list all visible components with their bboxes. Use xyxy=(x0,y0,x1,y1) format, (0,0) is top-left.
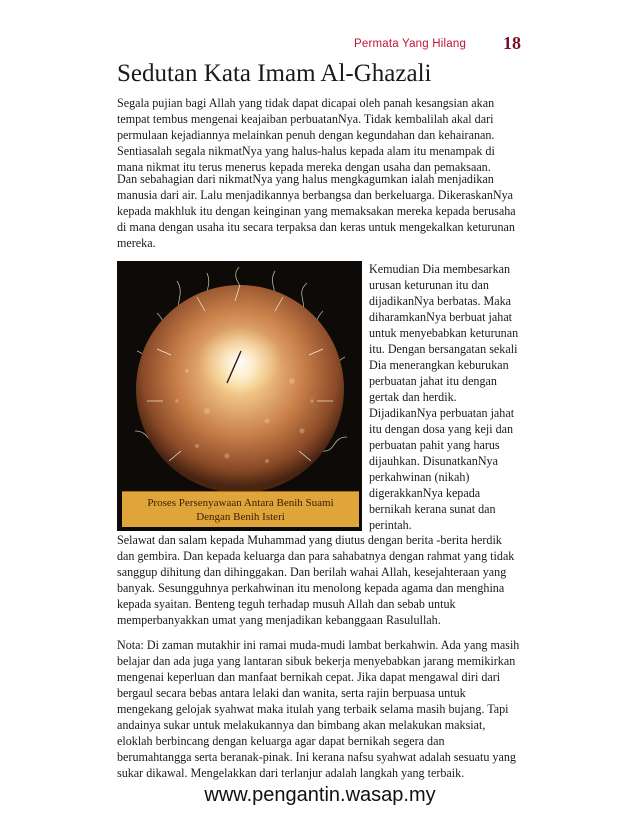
page-title: Sedutan Kata Imam Al-Ghazali xyxy=(117,60,432,87)
paragraph-salutation: Selawat dan salam kepada Muhammad yang diutus dengan berita -berita herdik dan gembira. Dan kepada keluarga dan para sahabatnya dengan rahmat yang tidak sanggup dihitung dan dihinggakan. Dan berilah wahai Allah, kesejahteraan yang banyak. Sesungguhnya perkahwinan itu menolong kepada agama dan menghina kepada syaitan. Benteng teguh terhadap musuh Allah dan sebab untuk memperbanyakkan umat yang menjadikan kebanggaan Rasulullah. xyxy=(117,533,515,627)
paragraph-creation: Dan sebahagian dari nikmatNya yang halus mengkagumkan ialah menjadikan manusia dari air. Lalu menjadikannya berbangsa dan berkeluarga. DikeraskanNya kepada makhluk itu dengan keinginan yang memaksakan mereka kepada berusaha di mana dengan usaha itu secara terpaksa dan keras untuk mengekalkan keturunan mereka. xyxy=(117,172,516,250)
paragraph-note: Nota: Di zaman mutakhir ini ramai muda-mudi lambat berkahwin. Ada yang masih belajar dan ada juga yang lantaran sibuk bekerja menyebabkan jarang memikirkan mengenai keperluan dan manfaat bernikah cepat. Jika dapat mengawal diri dari bergaul secara bebas antara lelaki dan wanita, serta rajin berpuasa untuk mengekang gelojak syahwat maka itulah yang terbaik selama masih bujang. Tapi andainya sukar untuk melakukannya dan bimbang akan melakukan maksiat, eloklah berbincang dengan keluarga agar dapat bernikah segera dan berumahtangga serta beranak-pinak. Ini kerana nafsu syahwat adalah sesuatu yang sukar dikawal. Mengelakkan dari terlanjur adalah langkah yang terbaik. xyxy=(117,638,520,780)
paragraph-intro: Segala pujian bagi Allah yang tidak dapat dicapai oleh panah kesangsian akan tempat tembus mengenai keajaiban perbuatanNya. Tidak kembalilah akal dari permulaan kejadiannya melainkan penuh dengan kegundahan dan kehairanan. Sentiasalah segala nikmatNya yang halus-halus kepada alam itu menampak di mana nikmat itu terus menerus kepada mereka dengan usaha dan pemaksaan. xyxy=(117,96,495,174)
page-number: 18 xyxy=(503,33,521,53)
book-title: Permata Yang Hilang xyxy=(354,38,467,50)
figure-caption: Proses Persenyawaan Antara Benih Suami Dengan Benih Isteri xyxy=(122,491,359,527)
footer-url[interactable]: www.pengantin.wasap.my xyxy=(204,784,436,806)
paragraph-sidebar: Kemudian Dia membesarkan urusan keturunan itu dan dijadikanNya berbatas. Maka diharamkanNya berbuat jahat untuk menyebabkan keturunan itu. Dengan bersangatan sekali Dia menerangkan keburukan perbuatan jahat itu dengan gertak dan herdik. DijadikanNya perbuatan jahat itu dengan dosa yang keji dan perbuatan pahit yang harus dijauhkan. DisunatkanNya perkahwinan (nikah) digerakkanNya kepada bernikah kerana sunat dan perintah. xyxy=(369,262,519,532)
